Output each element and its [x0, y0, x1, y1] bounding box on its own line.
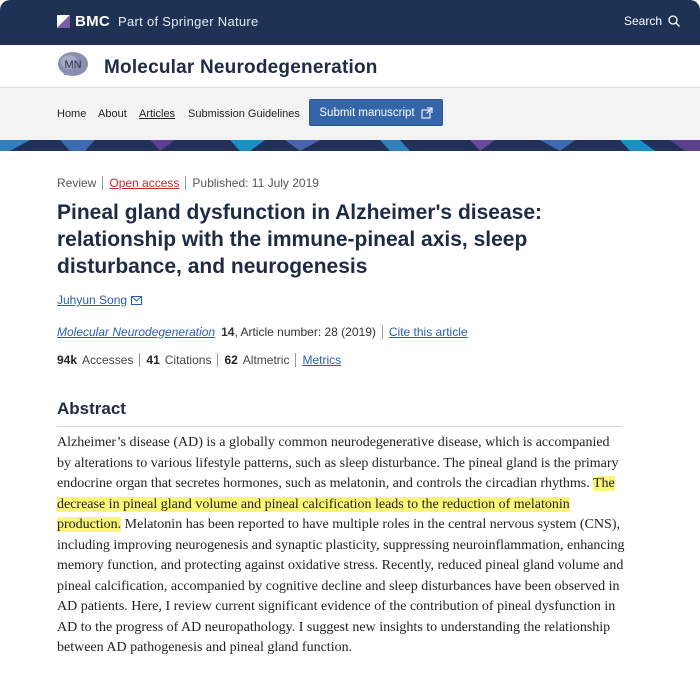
divider — [139, 353, 140, 367]
nav-item-about[interactable]: About — [98, 108, 127, 120]
decorative-band — [0, 140, 700, 151]
search-button[interactable] — [624, 14, 680, 28]
article-number: , Article number: 28 (2019) — [234, 325, 376, 339]
author-link[interactable]: Juhyun Song — [57, 293, 128, 307]
abstract-divider — [57, 426, 622, 427]
bmc-logo-text: BMC — [75, 13, 111, 30]
citation-line — [57, 325, 468, 339]
journal-logo-initials: MN — [64, 59, 82, 71]
nav-item-home[interactable]: Home — [57, 108, 87, 120]
divider — [295, 353, 296, 367]
abstract-text-before: Alzheimer’s disease (AD) is a globally common neurodegenerative disease, which is accompanied by alterations to various lifestyle patterns, such as sleep disturbance. The pineal gland is the primary endocrine organ that secretes hormones, such as melatonin, and controls the circadian rhythms. — [57, 435, 619, 491]
divider — [102, 176, 103, 190]
abstract-body — [57, 433, 627, 659]
article-meta — [57, 176, 319, 190]
submit-manuscript-label: Submit manuscript — [319, 106, 415, 119]
altmetric-count: 62 — [224, 353, 238, 367]
divider — [185, 176, 186, 190]
journal-name-link[interactable]: Molecular Neurodegeneration — [57, 325, 216, 339]
springer-tagline[interactable]: Part of Springer Nature — [118, 14, 259, 29]
divider — [217, 353, 218, 367]
bmc-logo-icon — [57, 15, 70, 28]
accesses-label: Accesses — [82, 353, 134, 367]
volume: 14 — [221, 325, 235, 339]
search-label: Search — [623, 14, 662, 28]
brand-topbar — [0, 0, 700, 45]
published-date: Published: 11 July 2019 — [192, 176, 319, 190]
bmc-logo[interactable] — [57, 13, 110, 30]
submit-manuscript-button[interactable] — [309, 99, 443, 126]
email-icon[interactable] — [131, 296, 142, 305]
divider — [382, 325, 383, 339]
journal-title[interactable]: Molecular Neurodegeneration — [104, 57, 378, 78]
author-line — [57, 293, 142, 307]
journal-header — [0, 45, 700, 88]
nav-item-submission-guidelines[interactable]: Submission Guidelines — [188, 108, 300, 120]
citations-count: 41 — [146, 353, 160, 367]
open-access-link[interactable]: Open access — [109, 176, 180, 190]
metrics-link[interactable]: Metrics — [302, 353, 342, 367]
abstract-heading: Abstract — [57, 399, 126, 418]
journal-logo[interactable] — [57, 51, 89, 79]
external-link-icon — [421, 107, 433, 119]
abstract-highlight: The decrease in pineal gland volume and pineal calcification leads to the reduction of melatonin production. — [57, 476, 615, 532]
citations-label: Citations — [164, 353, 212, 367]
nav-item-articles[interactable]: Articles — [139, 108, 176, 120]
abstract-text-after: Melatonin has been reported to have multiple roles in the central nervous system (CNS), including improving neurogenesis and synaptic plasticity, suppressing neuroinflammation, enhancing memory function, and protecting against oxidative stress. Recently, reduced pineal gland volume and pineal calcification, accompanied by cognitive decline and sleep disturbances have been observed in AD patients. Here, I review current significant evidence of the contribution of pineal dysfunction in AD to the progress of AD neuropathology. I suggest new insights to understanding the relationship between AD pathogenesis and pineal gland function. — [57, 517, 625, 655]
article-type: Review — [57, 176, 97, 190]
accesses-count: 94k — [57, 353, 78, 367]
cite-this-article-link[interactable]: Cite this article — [388, 325, 468, 339]
altmetric-label: Altmetric — [242, 353, 290, 367]
search-icon — [668, 15, 680, 27]
article-title: Pineal gland dysfunction in Alzheimer's disease: relationship with the immune-pineal axis, sleep disturbance, and neurogenesis — [57, 201, 542, 278]
article-metrics — [57, 353, 341, 367]
